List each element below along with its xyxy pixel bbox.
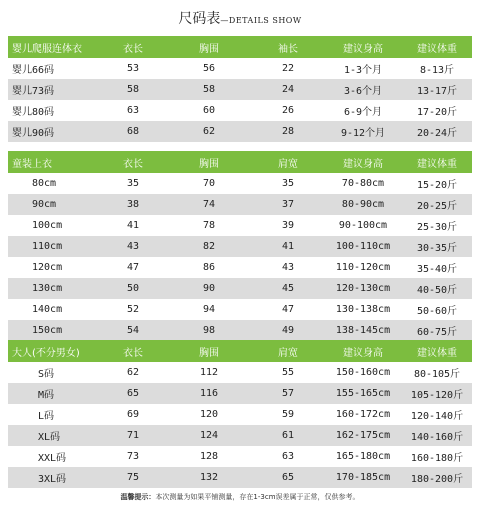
size-cell: S码 [8,362,100,383]
adult-size-table [8,340,472,488]
table-row [8,383,472,404]
value-cell: 90-100cm [324,215,402,236]
value-cell: 90 [166,278,252,299]
size-cell: 130cm [8,278,100,299]
value-cell: 52 [100,299,166,320]
size-cell: 婴儿80码 [8,100,100,121]
table-row [8,121,472,142]
size-cell: 婴儿90码 [8,121,100,142]
table-row [8,100,472,121]
table-row [8,58,472,79]
value-cell: 80-105斤 [402,362,472,383]
page-title [0,6,480,30]
value-cell: 56 [166,58,252,79]
table-header-row [8,340,472,362]
table-row [8,215,472,236]
header-cell: 婴儿爬服连体衣 [8,36,100,58]
value-cell: 65 [100,383,166,404]
table-row [8,278,472,299]
table-row [8,236,472,257]
value-cell: 112 [166,362,252,383]
value-cell: 47 [252,299,324,320]
value-cell: 162-175cm [324,425,402,446]
value-cell: 68 [100,121,166,142]
header-cell: 建议体重 [402,340,472,362]
value-cell: 73 [100,446,166,467]
value-cell: 45 [252,278,324,299]
value-cell: 28 [252,121,324,142]
value-cell: 1-3个月 [324,58,402,79]
table-row [8,194,472,215]
value-cell: 43 [252,257,324,278]
value-cell: 71 [100,425,166,446]
value-cell: 55 [252,362,324,383]
value-cell: 60-75斤 [402,320,472,341]
value-cell: 37 [252,194,324,215]
header-cell: 衣长 [100,36,166,58]
value-cell: 63 [100,100,166,121]
table-row [8,362,472,383]
value-cell: 128 [166,446,252,467]
value-cell: 100-110cm [324,236,402,257]
header-cell: 建议体重 [402,36,472,58]
value-cell: 116 [166,383,252,404]
header-cell: 建议身高 [324,340,402,362]
title-main: 尺码表 [178,11,221,27]
header-cell: 建议身高 [324,36,402,58]
value-cell: 6-9个月 [324,100,402,121]
table-row [8,404,472,425]
value-cell: 69 [100,404,166,425]
size-cell: M码 [8,383,100,404]
size-cell: 140cm [8,299,100,320]
value-cell: 15-20斤 [402,173,472,194]
value-cell: 124 [166,425,252,446]
size-cell: XXL码 [8,446,100,467]
title-sub: —DETAILS SHOW [220,16,302,25]
value-cell: 58 [166,79,252,100]
value-cell: 53 [100,58,166,79]
header-cell: 胸围 [166,340,252,362]
value-cell: 132 [166,467,252,488]
value-cell: 35 [252,173,324,194]
tip-note [0,492,480,502]
tip-label: 温馨提示： [120,493,156,501]
value-cell: 155-165cm [324,383,402,404]
size-cell: 3XL码 [8,467,100,488]
value-cell: 17-20斤 [402,100,472,121]
value-cell: 180-200斤 [402,467,472,488]
size-cell: 150cm [8,320,100,341]
value-cell: 86 [166,257,252,278]
value-cell: 160-172cm [324,404,402,425]
value-cell: 120-140斤 [402,404,472,425]
value-cell: 20-24斤 [402,121,472,142]
value-cell: 30-35斤 [402,236,472,257]
size-cell: 90cm [8,194,100,215]
value-cell: 35-40斤 [402,257,472,278]
table-row [8,79,472,100]
value-cell: 78 [166,215,252,236]
value-cell: 58 [100,79,166,100]
size-cell: 100cm [8,215,100,236]
value-cell: 120 [166,404,252,425]
header-cell: 童装上衣 [8,151,100,173]
table-header-row [8,36,472,58]
value-cell: 170-185cm [324,467,402,488]
value-cell: 61 [252,425,324,446]
size-cell: 110cm [8,236,100,257]
value-cell: 165-180cm [324,446,402,467]
value-cell: 74 [166,194,252,215]
size-cell: XL码 [8,425,100,446]
value-cell: 47 [100,257,166,278]
value-cell: 105-120斤 [402,383,472,404]
value-cell: 43 [100,236,166,257]
header-cell: 袖长 [252,36,324,58]
value-cell: 70 [166,173,252,194]
header-cell: 建议身高 [324,151,402,173]
table-row [8,425,472,446]
value-cell: 22 [252,58,324,79]
header-cell: 衣长 [100,151,166,173]
value-cell: 63 [252,446,324,467]
value-cell: 140-160斤 [402,425,472,446]
value-cell: 130-138cm [324,299,402,320]
value-cell: 57 [252,383,324,404]
header-cell: 胸围 [166,151,252,173]
header-cell: 大人(不分男女) [8,340,100,362]
value-cell: 8-13斤 [402,58,472,79]
value-cell: 35 [100,173,166,194]
value-cell: 38 [100,194,166,215]
value-cell: 70-80cm [324,173,402,194]
value-cell: 25-30斤 [402,215,472,236]
value-cell: 50 [100,278,166,299]
header-cell: 衣长 [100,340,166,362]
value-cell: 3-6个月 [324,79,402,100]
value-cell: 24 [252,79,324,100]
kids-size-table [8,151,472,341]
table-row [8,173,472,194]
value-cell: 62 [166,121,252,142]
table-row [8,257,472,278]
value-cell: 65 [252,467,324,488]
value-cell: 120-130cm [324,278,402,299]
table-row [8,446,472,467]
header-cell: 胸围 [166,36,252,58]
value-cell: 82 [166,236,252,257]
size-cell: 婴儿66码 [8,58,100,79]
table-row [8,467,472,488]
value-cell: 80-90cm [324,194,402,215]
table-row [8,299,472,320]
size-cell: 婴儿73码 [8,79,100,100]
value-cell: 75 [100,467,166,488]
value-cell: 138-145cm [324,320,402,341]
header-cell: 建议体重 [402,151,472,173]
value-cell: 59 [252,404,324,425]
value-cell: 20-25斤 [402,194,472,215]
value-cell: 94 [166,299,252,320]
value-cell: 39 [252,215,324,236]
value-cell: 150-160cm [324,362,402,383]
header-cell: 肩宽 [252,340,324,362]
header-cell: 肩宽 [252,151,324,173]
value-cell: 26 [252,100,324,121]
value-cell: 9-12个月 [324,121,402,142]
size-cell: L码 [8,404,100,425]
value-cell: 98 [166,320,252,341]
value-cell: 13-17斤 [402,79,472,100]
size-cell: 120cm [8,257,100,278]
baby-size-table [8,36,472,142]
table-row [8,320,472,341]
value-cell: 110-120cm [324,257,402,278]
value-cell: 49 [252,320,324,341]
value-cell: 54 [100,320,166,341]
value-cell: 41 [100,215,166,236]
tip-text: 本次测量为如果平铺测量，存在1-3cm误差属于正常，仅供参考。 [155,493,360,501]
value-cell: 160-180斤 [402,446,472,467]
value-cell: 41 [252,236,324,257]
size-cell: 80cm [8,173,100,194]
value-cell: 40-50斤 [402,278,472,299]
table-header-row [8,151,472,173]
value-cell: 60 [166,100,252,121]
value-cell: 50-60斤 [402,299,472,320]
value-cell: 62 [100,362,166,383]
